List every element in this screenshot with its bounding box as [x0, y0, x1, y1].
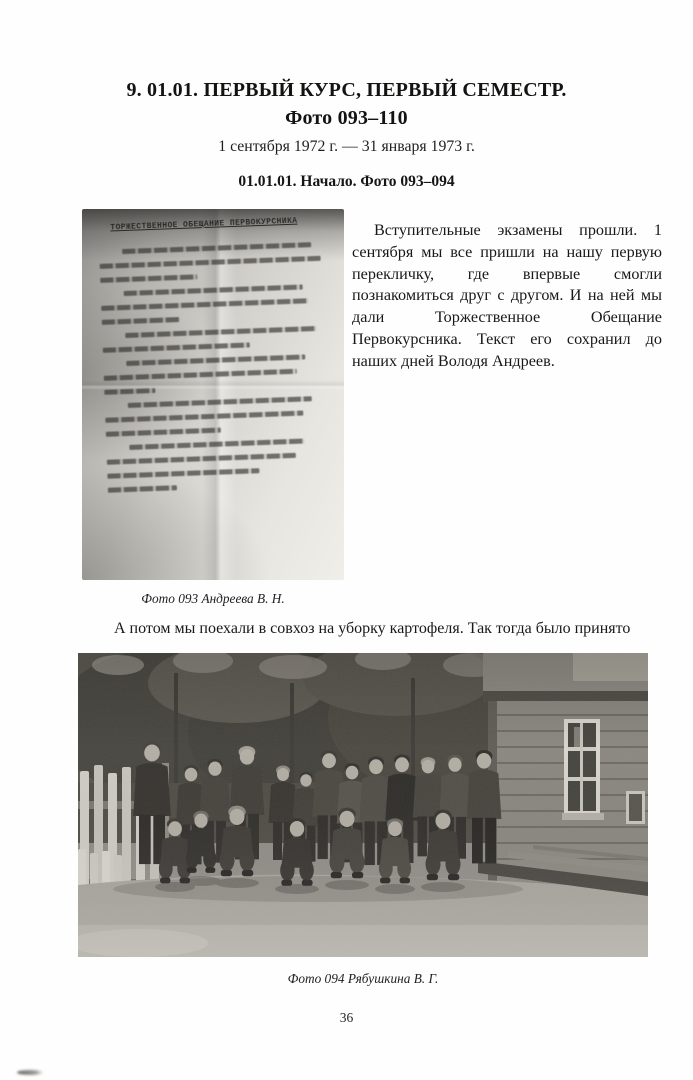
scan-line: [107, 468, 259, 478]
scan-line: [104, 369, 297, 381]
scan-fold-crease: [82, 380, 344, 390]
section-heading: 01.01.01. Начало. Фото 093–094: [238, 173, 455, 190]
scan-line: [108, 485, 177, 492]
scan-line: [102, 317, 180, 324]
page-number: 36: [339, 1010, 354, 1025]
body-paragraph: Вступительные экзамены прошли. 1 сентября мы все пришли на нашу первую перекличку, где впервые смогли познакомиться друг с другом. И на ней мы дали Торжественное Обещание Первокурсника. Текст его сохранил до наших дней Володя Андреев.: [352, 221, 662, 370]
scan-line: [107, 453, 296, 464]
scan-line: [100, 256, 321, 269]
chapter-title-line2: Фото 093–110: [285, 107, 408, 129]
scan-line: [100, 274, 197, 282]
document-scan-image: [82, 209, 344, 580]
scan-text-block: [82, 209, 344, 502]
scan-line: [103, 342, 250, 352]
scan-line: [101, 298, 308, 310]
document-photo-figure: [82, 209, 344, 607]
scan-line: [128, 396, 312, 407]
group-photo-figure: [78, 653, 648, 987]
date-range: 1 сентября 1972 г. — 31 января 1973 г.: [218, 138, 475, 155]
scan-line: [124, 284, 303, 295]
scan-text-lines: [99, 241, 338, 492]
scan-line: [105, 411, 303, 423]
scan-document-title: ТОРЖЕСТВЕННОЕ ОБЕЩАНИЕ ПЕРВОКУРСНИКА: [110, 216, 298, 233]
photo-093-caption: Фото 093 Андреева В. Н.: [141, 591, 285, 606]
chapter-title-line1: 9. 01.01. ПЕРВЫЙ КУРС, ПЕРВЫЙ СЕМЕСТР.: [126, 79, 567, 101]
photo-094-caption: Фото 094 Рябушкина В. Г.: [287, 971, 439, 986]
scan-line: [126, 354, 305, 365]
film-grain: [78, 653, 648, 957]
scan-artifact-smudge: [17, 1070, 44, 1075]
scan-line: [106, 428, 221, 437]
chapter-title: [0, 76, 693, 132]
scan-line: [129, 439, 304, 450]
scan-line: [125, 326, 316, 337]
scan-line: [122, 242, 311, 253]
group-photo-image: [78, 653, 648, 957]
body-paragraph-2: А потом мы поехали в совхоз на уборку картофеля. Так тогда было принято: [114, 620, 631, 637]
